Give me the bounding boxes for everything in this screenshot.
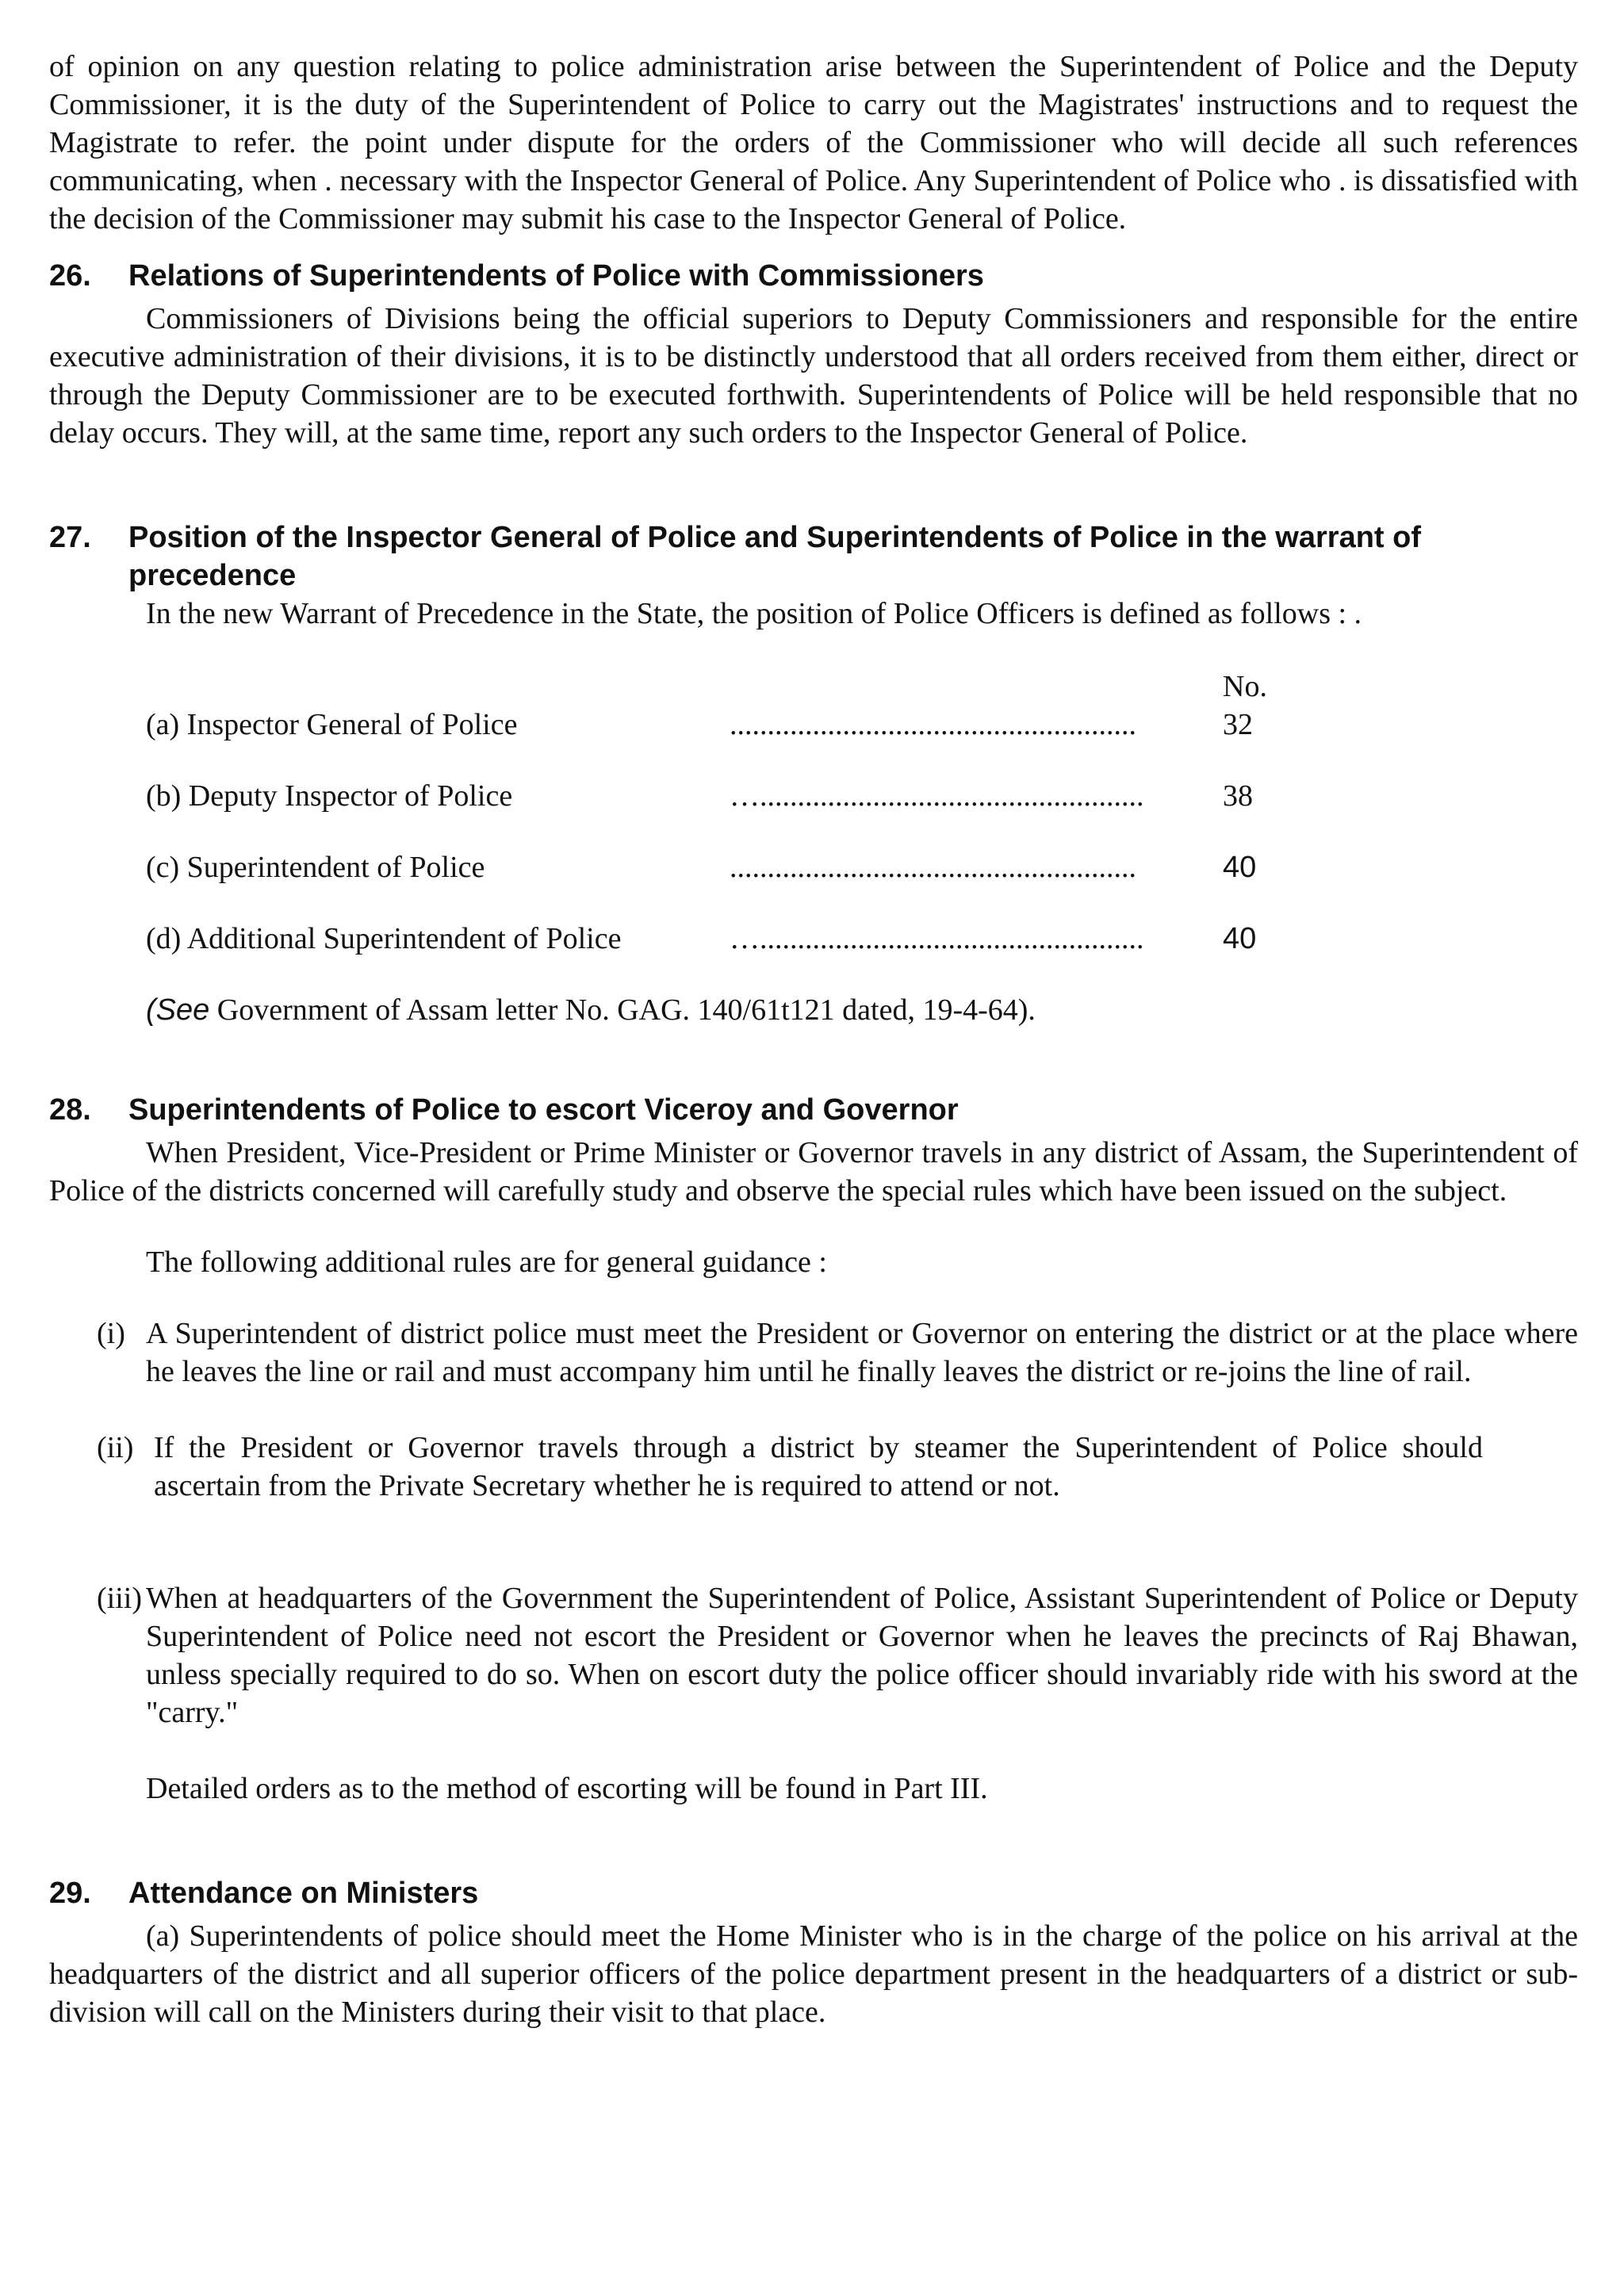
section-29-heading — [49, 1874, 1578, 1912]
precedence-number: 32 — [1223, 708, 1253, 741]
leader-dots: …................................................... — [730, 922, 1144, 955]
leader-dots: …................................................... — [730, 779, 1144, 813]
reference-note-text: Government of Assam letter No. GAG. 140/61t121 dated, 19-4-64). — [209, 993, 1036, 1027]
precedence-number: 38 — [1223, 779, 1253, 813]
precedence-label: (c) Superintendent of Police — [146, 851, 485, 884]
section-29-body: (a) Superintendents of police should meet the Home Minister who is in the charge of the police on his arrival at the headquarters of the district and all superior officers of the police department present in the headquarters of a district or sub-division will call on the Ministers during their visit to that place. — [49, 1919, 1578, 2029]
precedence-row — [146, 848, 1335, 886]
section-29-title: Attendance on Ministers — [128, 1877, 479, 1910]
precedence-header — [146, 668, 1335, 706]
section-26-number: 26. — [49, 259, 91, 293]
leader-dots: ...................................................... — [730, 708, 1136, 741]
section-27-heading — [49, 519, 1578, 595]
rule-marker: (i) — [97, 1317, 125, 1350]
intro-paragraph: of opinion on any question relating to police administration arise between the Superintendent of Police and the Deputy Commissioner, it is the duty of the Superintendent of Police to carry out the Magistrates' instructions and to request the Magistrate to refer. the point under dispute for the orders of the Commissioner who will decide all such references communicating, when . necessary with the Inspector General of Police. Any Superintendent of Police who . is dissatisfied with the decision of the Commissioner may submit his case to the Inspector General of Police. — [49, 50, 1578, 235]
leader-dots: ...................................................... — [730, 851, 1136, 884]
precedence-number: 40 — [1223, 851, 1257, 884]
section-28-body: When President, Vice-President or Prime Minister or Governor travels in any district of Assam, the Superintendent of Police of the districts concerned will carefully study and observe the special rules which have been issued on the subject. — [49, 1136, 1578, 1207]
rule-text: A Superintendent of district police must meet the President or Governor on entering the district or at the place where he leaves the line or rail and must accompany him until he finally leaves the district or re-joins the line of rail. — [146, 1317, 1578, 1388]
precedence-row — [146, 920, 1335, 958]
precedence-row — [146, 706, 1335, 744]
precedence-row — [146, 777, 1335, 815]
precedence-label: (a) Inspector General of Police — [146, 708, 518, 741]
section-28-detailed-orders: Detailed orders as to the method of escorting will be found in Part III. — [146, 1772, 988, 1805]
reference-note — [146, 991, 1578, 1029]
section-26-heading — [49, 257, 1578, 295]
precedence-table — [146, 668, 1335, 958]
section-26-title: Relations of Superintendents of Police with Commissioners — [128, 259, 984, 293]
reference-note-see: (See — [146, 993, 210, 1027]
section-28-title: Superintendents of Police to escort Viceroy and Governor — [128, 1093, 959, 1127]
precedence-column-header: No. — [1223, 670, 1267, 703]
section-28-guidance: The following additional rules are for general guidance : — [146, 1246, 827, 1279]
precedence-label: (d) Additional Superintendent of Police — [146, 922, 622, 955]
precedence-number: 40 — [1223, 922, 1257, 955]
rule-item-ii — [97, 1429, 1578, 1505]
precedence-label: (b) Deputy Inspector of Police — [146, 779, 513, 813]
section-27-title: Position of the Inspector General of Police and Superintendents of Police in the warrant of precedence — [128, 521, 1421, 592]
section-26-body: Commissioners of Divisions being the official superiors to Deputy Commissioners and responsible for the entire executive administration of their divisions, it is to be distinctly understood that all orders received from them either, direct or through the Deputy Commissioner are to be executed forthwith. Superintendents of Police will be held responsible that no delay occurs. They will, at the same time, report any such orders to the Inspector General of Police. — [49, 302, 1578, 450]
section-27-intro: In the new Warrant of Precedence in the State, the position of Police Officers is defined as follows : . — [146, 597, 1362, 630]
section-29-number: 29. — [49, 1877, 91, 1910]
rule-item-iii — [97, 1579, 1578, 1732]
rule-text: If the President or Governor travels through a district by steamer the Superintendent of Police should ascertain from the Private Secretary whether he is required to attend or not. — [154, 1431, 1483, 1502]
rule-text: When at headquarters of the Government the Superintendent of Police, Assistant Superintendent of Police or Deputy Superintendent of Police need not escort the President or Governor when he leaves the precincts of Raj Bhawan, unless specially required to do so. When on escort duty the police officer should invariably ride with his sword at the "carry." — [146, 1582, 1578, 1729]
section-28-heading — [49, 1091, 1578, 1129]
rule-marker: (iii) — [97, 1582, 142, 1615]
rule-marker: (ii) — [97, 1431, 134, 1464]
rule-item-i — [97, 1314, 1578, 1391]
section-28-number: 28. — [49, 1093, 91, 1127]
section-27-number: 27. — [49, 521, 91, 554]
